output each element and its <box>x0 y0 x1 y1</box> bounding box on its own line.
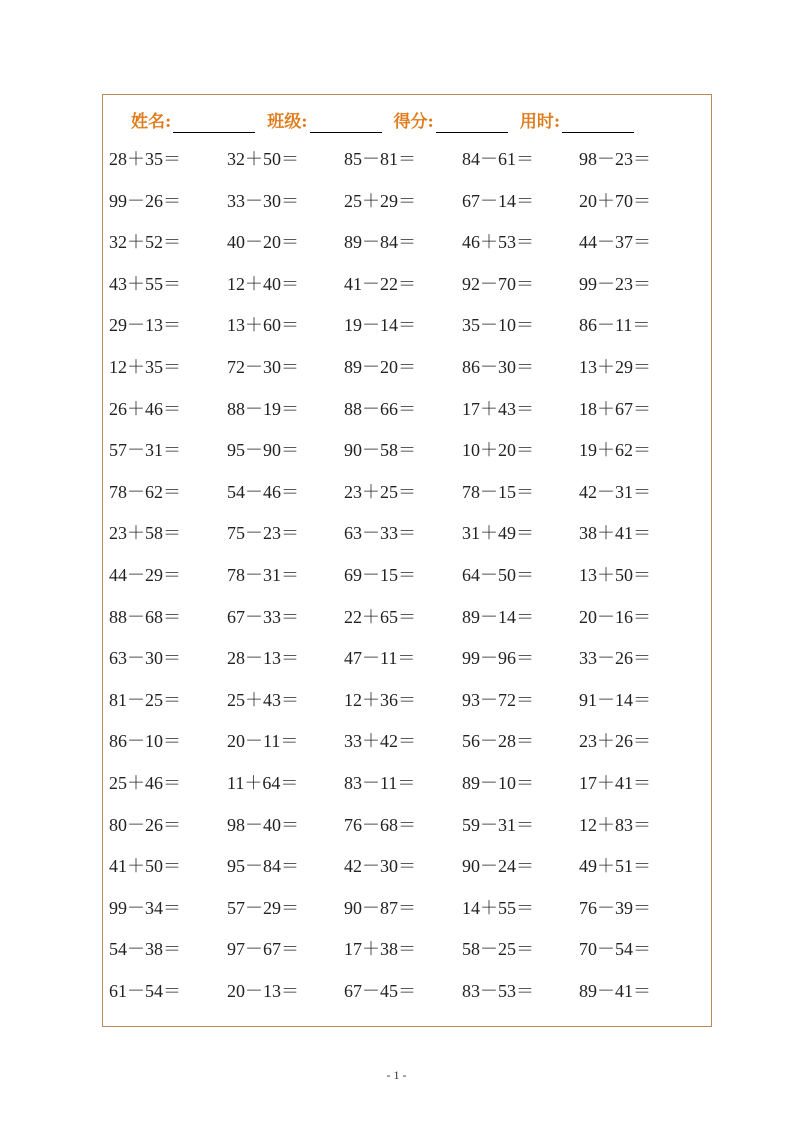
problem-row <box>109 472 709 514</box>
class-blank[interactable] <box>310 110 382 133</box>
problem-row <box>109 347 709 389</box>
problem-item: 93－72＝ <box>462 689 534 710</box>
page-number: - 1 - <box>386 1068 407 1082</box>
problem-item: 88－66＝ <box>344 398 416 419</box>
problem-item: 78－31＝ <box>227 565 299 585</box>
time-field <box>520 110 634 133</box>
problem-item: 10＋20＝ <box>462 440 534 461</box>
problem-item: 99－34＝ <box>109 897 181 918</box>
problem-item: 23＋25＝ <box>344 481 416 502</box>
problem-row <box>109 638 709 680</box>
problem-item: 86－11＝ <box>579 315 651 336</box>
problem-item: 20－11＝ <box>227 731 299 752</box>
problem-row <box>109 555 709 597</box>
score-field <box>394 110 508 133</box>
problem-item: 13＋60＝ <box>227 315 299 336</box>
problem-item: 20＋70＝ <box>579 190 651 211</box>
problem-item: 90－24＝ <box>462 856 534 877</box>
problem-item: 89－41＝ <box>579 981 651 1001</box>
problem-item: 90－87＝ <box>344 897 416 918</box>
worksheet-frame <box>102 94 712 1027</box>
name-field <box>131 110 255 133</box>
problem-item: 83－53＝ <box>462 981 534 1001</box>
problem-item: 95－90＝ <box>227 440 299 461</box>
problem-item: 63－33＝ <box>344 523 416 544</box>
problem-item: 14＋55＝ <box>462 897 534 918</box>
problem-item: 44－29＝ <box>109 565 181 585</box>
problem-row <box>109 846 709 888</box>
problem-item: 89－14＝ <box>462 606 534 627</box>
problem-item: 17＋41＝ <box>579 773 651 793</box>
problem-item: 23＋58＝ <box>109 523 181 544</box>
problem-item: 13＋50＝ <box>579 565 651 585</box>
problem-item: 63－30＝ <box>109 648 181 669</box>
problem-item: 75－23＝ <box>227 523 299 544</box>
problem-item: 33－26＝ <box>579 648 651 669</box>
problem-item: 76－39＝ <box>579 897 651 918</box>
problem-row <box>109 389 709 431</box>
problem-item: 95－84＝ <box>227 856 299 877</box>
problem-row <box>109 680 709 722</box>
problem-item: 13＋29＝ <box>579 357 651 377</box>
problem-row <box>109 929 709 971</box>
problem-item: 84－61＝ <box>462 149 534 169</box>
problem-row <box>109 181 709 223</box>
problem-item: 32＋52＝ <box>109 232 181 253</box>
problem-item: 28＋35＝ <box>109 149 181 169</box>
problem-item: 57－31＝ <box>109 440 181 461</box>
problem-item: 92－70＝ <box>462 273 534 294</box>
problem-item: 12＋83＝ <box>579 814 651 835</box>
problem-item: 69－15＝ <box>344 565 416 585</box>
problem-item: 89－84＝ <box>344 232 416 253</box>
problem-item: 85－81＝ <box>344 149 416 169</box>
problem-item: 76－68＝ <box>344 814 416 835</box>
problem-item: 86－30＝ <box>462 357 534 377</box>
problem-item: 59－31＝ <box>462 814 534 835</box>
problem-item: 11＋64＝ <box>227 773 299 793</box>
name-label: 姓名: <box>131 112 172 132</box>
problem-row <box>109 430 709 472</box>
problem-item: 49＋51＝ <box>579 856 651 877</box>
problem-item: 81－25＝ <box>109 689 181 710</box>
problem-item: 97－67＝ <box>227 939 299 960</box>
problem-item: 25＋29＝ <box>344 190 416 211</box>
problem-item: 99－23＝ <box>579 273 651 294</box>
name-blank[interactable] <box>173 110 255 133</box>
problem-item: 46＋53＝ <box>462 232 534 253</box>
problem-row <box>109 971 709 1013</box>
problem-item: 67－33＝ <box>227 606 299 627</box>
problem-row <box>109 888 709 930</box>
time-blank[interactable] <box>562 110 634 133</box>
problem-item: 12＋36＝ <box>344 689 416 710</box>
problem-item: 25＋46＝ <box>109 773 181 793</box>
problem-row <box>109 597 709 639</box>
problem-item: 31＋49＝ <box>462 523 534 544</box>
problem-item: 54－38＝ <box>109 939 181 960</box>
problem-row <box>109 763 709 805</box>
score-label: 得分: <box>393 112 434 132</box>
problem-item: 26＋46＝ <box>109 398 181 419</box>
problem-item: 72－30＝ <box>227 357 299 377</box>
problem-row <box>109 721 709 763</box>
problem-item: 67－14＝ <box>462 190 534 211</box>
problem-item: 99－26＝ <box>109 190 181 211</box>
problem-item: 12＋40＝ <box>227 273 299 294</box>
problem-item: 18＋67＝ <box>579 398 651 419</box>
problem-item: 83－11＝ <box>344 773 416 793</box>
problem-row <box>109 264 709 306</box>
problem-item: 98－23＝ <box>579 149 651 169</box>
problem-item: 40－20＝ <box>227 232 299 253</box>
class-label: 班级: <box>267 112 308 132</box>
problem-item: 19－14＝ <box>344 315 416 336</box>
problem-row <box>109 305 709 347</box>
problem-item: 28－13＝ <box>227 648 299 669</box>
problem-item: 35－10＝ <box>462 315 534 336</box>
problem-item: 25＋43＝ <box>227 689 299 710</box>
problem-item: 22＋65＝ <box>344 606 416 627</box>
problem-item: 20－16＝ <box>579 606 651 627</box>
problem-row <box>109 805 709 847</box>
problem-row <box>109 513 709 555</box>
problem-item: 23＋26＝ <box>579 731 651 752</box>
problem-item: 38＋41＝ <box>579 523 651 544</box>
problem-item: 54－46＝ <box>227 481 299 502</box>
problem-item: 56－28＝ <box>462 731 534 752</box>
time-label: 用时: <box>519 112 561 132</box>
problem-item: 42－30＝ <box>344 856 416 877</box>
problem-item: 88－68＝ <box>109 606 181 627</box>
problem-item: 99－96＝ <box>462 648 534 669</box>
problem-item: 70－54＝ <box>579 939 651 960</box>
problem-item: 43＋55＝ <box>109 273 181 294</box>
problem-row <box>109 222 709 264</box>
problem-item: 91－14＝ <box>579 689 651 710</box>
problem-item: 42－31＝ <box>579 481 651 502</box>
problem-row <box>109 139 709 181</box>
class-field <box>267 110 381 133</box>
problem-item: 33＋42＝ <box>344 731 416 752</box>
problem-item: 41＋50＝ <box>109 856 181 877</box>
problem-item: 47－11＝ <box>344 648 416 669</box>
problem-item: 78－15＝ <box>462 481 534 502</box>
problem-item: 17＋38＝ <box>344 939 416 960</box>
problem-item: 89－10＝ <box>462 773 534 793</box>
problem-item: 57－29＝ <box>227 897 299 918</box>
problem-item: 64－50＝ <box>462 565 534 585</box>
problem-item: 20－13＝ <box>227 981 299 1001</box>
problem-item: 33－30＝ <box>227 190 299 211</box>
problem-item: 61－54＝ <box>109 981 181 1001</box>
problem-item: 44－37＝ <box>579 232 651 253</box>
problem-item: 58－25＝ <box>462 939 534 960</box>
problem-item: 90－58＝ <box>344 440 416 461</box>
problem-item: 80－26＝ <box>109 814 181 835</box>
student-info-header <box>131 107 691 133</box>
problem-item: 88－19＝ <box>227 398 299 419</box>
problem-item: 32＋50＝ <box>227 149 299 169</box>
problem-item: 98－40＝ <box>227 814 299 835</box>
problem-item: 67－45＝ <box>344 981 416 1001</box>
problem-item: 17＋43＝ <box>462 398 534 419</box>
problem-item: 89－20＝ <box>344 357 416 377</box>
problem-item: 29－13＝ <box>109 315 181 336</box>
problem-item: 41－22＝ <box>344 273 416 294</box>
problem-item: 12＋35＝ <box>109 357 181 377</box>
score-blank[interactable] <box>436 110 508 133</box>
problem-item: 86－10＝ <box>109 731 181 752</box>
problem-item: 78－62＝ <box>109 481 181 502</box>
problem-item: 19＋62＝ <box>579 440 651 461</box>
